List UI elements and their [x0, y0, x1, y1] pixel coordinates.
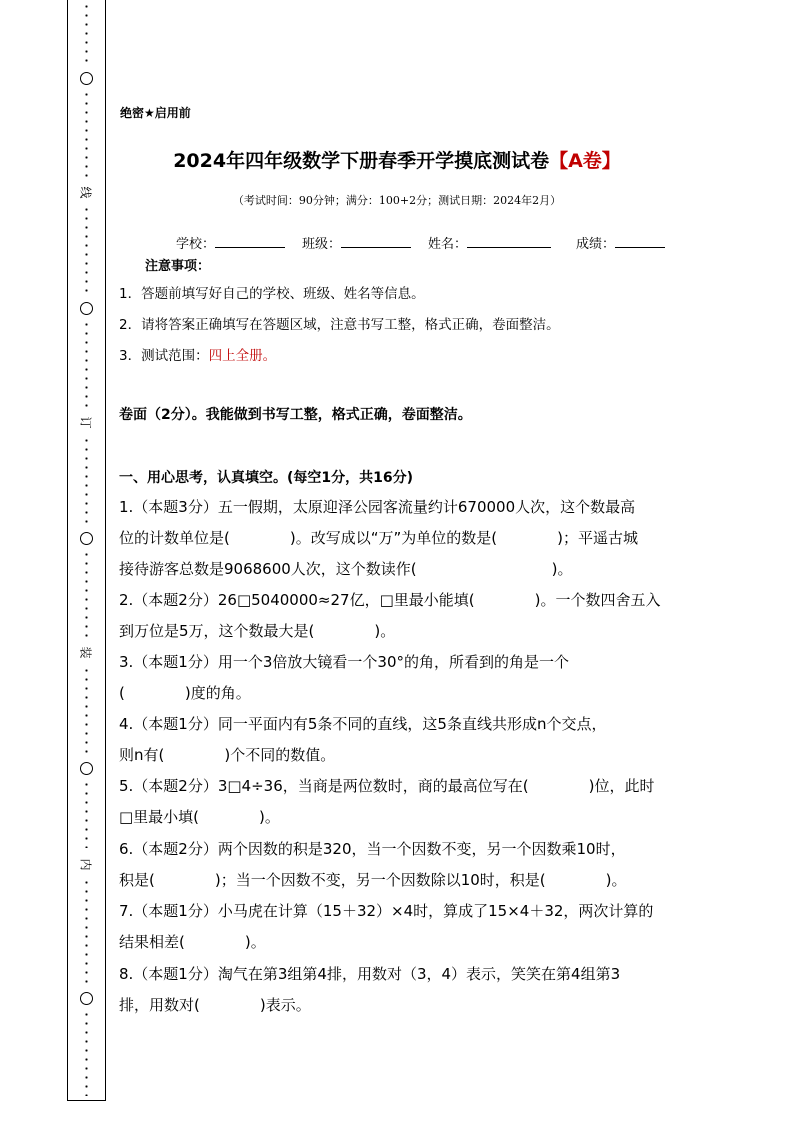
- question-line: 排，用数对( )表示。: [119, 996, 311, 1014]
- question-line: 6.（本题2分）两个因数的积是320，当一个因数不变，另一个因数乘10时，: [119, 840, 626, 858]
- question-4: [119, 709, 679, 771]
- binding-label-line: 线: [78, 186, 93, 199]
- notice-item-3-prefix: 3．测试范围：: [119, 348, 209, 364]
- score-label: 成绩：: [576, 237, 616, 252]
- question-6: [119, 834, 679, 896]
- school-blank[interactable]: [215, 235, 285, 248]
- dotted-line: [85, 205, 88, 295]
- page-title: [0, 146, 794, 173]
- question-2: [119, 585, 679, 647]
- question-line: 2.（本题2分）26□5040000≈27亿，□里最小能填( )。一个数四舍五入: [119, 591, 661, 609]
- notice-item: [119, 344, 276, 364]
- school-label: 学校：: [176, 237, 216, 252]
- notice-item: 1．答题前填写好自己的学校、班级、姓名等信息。: [119, 286, 425, 302]
- name-blank[interactable]: [467, 235, 551, 248]
- binding-label-ding: 订: [78, 416, 93, 429]
- question-line: 到万位是5万，这个数最大是( )。: [119, 622, 396, 640]
- dotted-line: [85, 550, 88, 638]
- question-8: [119, 959, 679, 1021]
- question-line: 位的计数单位是( )。改写成以“万”为单位的数是( )；平遥古城: [119, 529, 638, 547]
- question-line: 3.（本题1分）用一个3倍放大镜看一个30°的角，所看到的角是一个: [119, 653, 569, 671]
- school-field[interactable]: [176, 233, 285, 252]
- title-main: 2024年四年级数学下册春季开学摸底测试卷: [173, 150, 550, 172]
- question-line: 结果相差( )。: [119, 933, 266, 951]
- question-7: [119, 896, 679, 958]
- question-line: 7.（本题1分）小马虎在计算（15＋32）×4时，算成了15×4＋32，两次计算的: [119, 902, 654, 920]
- question-line: 则n有( )个不同的数值。: [119, 746, 336, 764]
- title-tag: 【A卷】: [549, 150, 621, 172]
- binding-hole: [80, 762, 93, 775]
- question-line: □里最小填( )。: [119, 808, 280, 826]
- name-label: 姓名：: [428, 237, 468, 252]
- question-line: ( )度的角。: [119, 684, 251, 702]
- dotted-line: [85, 666, 88, 756]
- question-line: 1.（本题3分）五一假期，太原迎泽公园客流量约计670000人次，这个数最高: [119, 498, 636, 516]
- test-scope: 四上全册。: [208, 348, 277, 364]
- neatness-statement: 卷面（2分）。我能做到书写工整，格式正确，卷面整洁。: [119, 407, 472, 423]
- question-line: 8.（本题1分）淘气在第3组第4排，用数对（3，4）表示，笑笑在第4组第3: [119, 965, 621, 983]
- binding-hole: [80, 302, 93, 315]
- binding-hole: [80, 992, 93, 1005]
- binding-label-nei: 内: [78, 858, 93, 871]
- notice-item: 2．请将答案正确填写在答题区域，注意书写工整，格式正确，卷面整洁。: [119, 317, 560, 333]
- question-line: 接待游客总数是9068600人次，这个数读作( )。: [119, 560, 573, 578]
- dotted-line: [85, 780, 88, 848]
- score-field[interactable]: [576, 233, 665, 252]
- name-field[interactable]: [428, 233, 551, 252]
- exam-info: （考试时间：90分钟；满分：100+2分；测试日期：2024年2月）: [232, 194, 562, 207]
- notice-heading: 注意事项：: [145, 259, 211, 274]
- binding-hole: [80, 72, 93, 85]
- binding-hole: [80, 532, 93, 545]
- score-blank[interactable]: [615, 235, 665, 248]
- question-3: [119, 647, 679, 709]
- dotted-line: [85, 320, 88, 408]
- class-blank[interactable]: [341, 235, 411, 248]
- question-1: [119, 492, 679, 585]
- question-line: 4.（本题1分）同一平面内有5条不同的直线，这5条直线共形成n个交点，: [119, 715, 607, 733]
- dotted-line: [85, 2, 88, 64]
- class-field[interactable]: [302, 233, 411, 252]
- question-5: [119, 771, 679, 833]
- dotted-line: [85, 436, 88, 526]
- section-heading: 一、用心思考，认真填空。(每空1分，共16分): [119, 470, 414, 486]
- dotted-line: [85, 1010, 88, 1096]
- binding-label-zhuang: 装: [78, 646, 93, 659]
- class-label: 班级：: [302, 237, 342, 252]
- dotted-line: [85, 878, 88, 986]
- question-line: 5.（本题2分）3□4÷36，当商是两位数时，商的最高位写在( )位，此时: [119, 777, 655, 795]
- confidential-mark: 绝密★启用前: [120, 106, 191, 120]
- question-line: 积是( )；当一个因数不变，另一个因数除以10时，积是( )。: [119, 871, 627, 889]
